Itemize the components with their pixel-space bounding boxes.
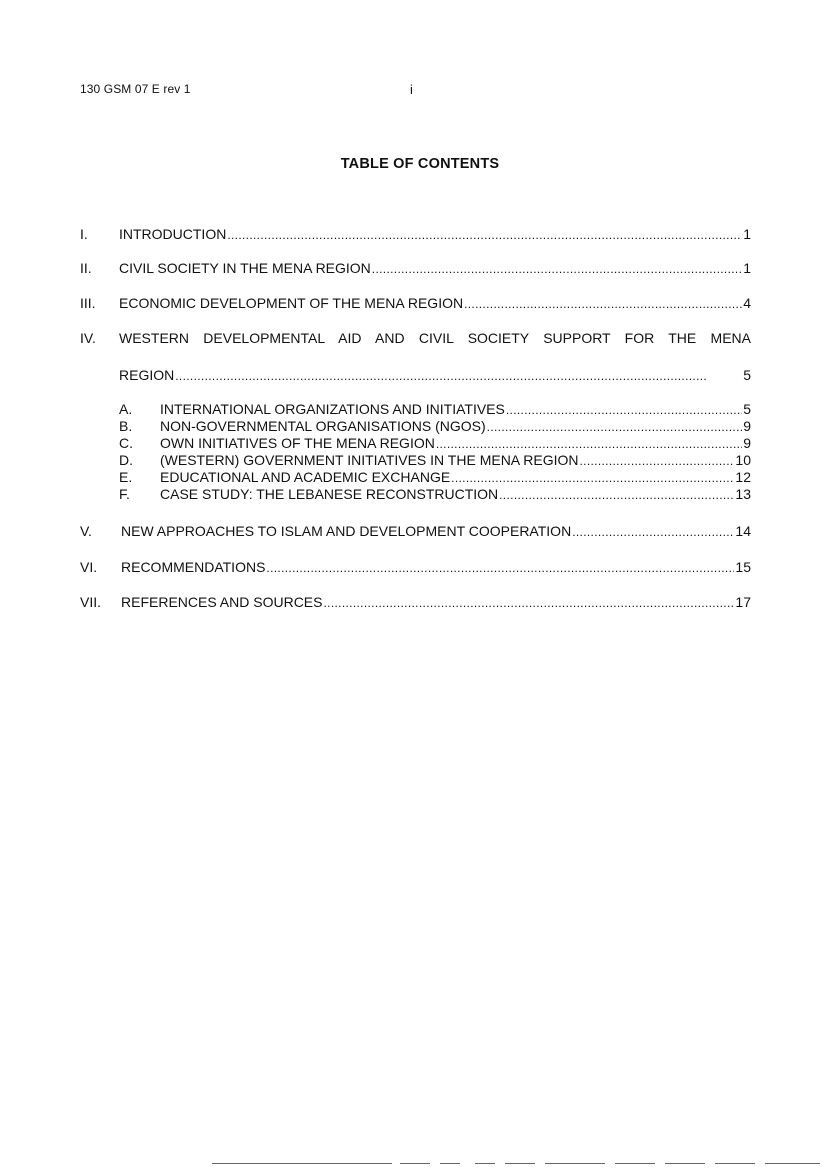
dot-leader: [499, 486, 734, 504]
toc-subentry-label: EDUCATIONAL AND ACADEMIC EXCHANGE: [160, 469, 451, 485]
toc-entry-page: 17: [735, 594, 751, 610]
toc-entry-number: IV.: [80, 330, 96, 346]
bottom-rule-dash: [765, 1163, 820, 1164]
toc-subentry-page: 5: [743, 401, 751, 417]
dot-leader: [175, 365, 742, 386]
dot-leader: [506, 401, 742, 419]
dot-leader: [227, 224, 742, 245]
dot-leader: [436, 435, 742, 453]
toc-entry-label: CIVIL SOCIETY IN THE MENA REGION: [119, 260, 371, 276]
toc-entry-western-aid-continued[interactable]: [80, 365, 751, 385]
toc-subentry-educational-exchange[interactable]: [119, 469, 751, 486]
bottom-rule-dash: [440, 1163, 460, 1164]
toc-entry-number: VII.: [80, 594, 102, 610]
bottom-rule-dash: [505, 1163, 535, 1164]
toc-entry-number: V.: [80, 523, 92, 539]
toc-entry-recommendations[interactable]: [80, 557, 751, 577]
document-reference: 130 GSM 07 E rev 1: [80, 82, 191, 96]
bottom-rule-dash: [615, 1163, 655, 1164]
toc-subentry-label: OWN INITIATIVES OF THE MENA REGION: [160, 435, 435, 451]
toc-entry-page: 15: [735, 559, 751, 575]
toc-entry-references[interactable]: [80, 592, 751, 612]
toc-entry-label-line1: WESTERN DEVELOPMENTAL AID AND CIVIL SOCIETY SUPPORT FOR THE MENA: [119, 330, 751, 346]
toc-subentry-own-initiatives[interactable]: [119, 435, 751, 452]
toc-entry-label: RECOMMENDATIONS: [121, 559, 266, 575]
toc-entry-page: 5: [743, 367, 751, 383]
toc-entry-page: 1: [743, 226, 751, 242]
toc-entry-new-approaches[interactable]: [80, 521, 751, 541]
dot-leader: [572, 521, 734, 542]
toc-subentry-government-initiatives[interactable]: [119, 452, 751, 469]
toc-subentry-page: 10: [735, 452, 751, 468]
toc-entry-label: ECONOMIC DEVELOPMENT OF THE MENA REGION: [119, 295, 464, 311]
dot-leader: [323, 592, 734, 613]
toc-entry-label: REFERENCES AND SOURCES: [121, 594, 323, 610]
toc-entry-number: VI.: [80, 559, 98, 575]
toc-subentry-label: NON-GOVERNMENTAL ORGANISATIONS (NGOS): [160, 418, 486, 434]
toc-entry-label-line2: REGION: [119, 367, 175, 383]
toc-entry-page: 14: [735, 523, 751, 539]
dot-leader: [451, 469, 734, 487]
toc-entry-economic-development[interactable]: [80, 293, 751, 313]
toc-subentry-letter: A.: [119, 401, 133, 417]
toc-subentry-case-study[interactable]: [119, 486, 751, 503]
dot-leader: [579, 452, 734, 470]
toc-subentry-page: 12: [735, 469, 751, 485]
bottom-rule-dash: [475, 1163, 495, 1164]
page-number: i: [410, 82, 413, 97]
toc-subentry-international-organizations[interactable]: [119, 401, 751, 418]
bottom-rule-dash: [545, 1163, 605, 1164]
toc-subentry-letter: B.: [119, 418, 133, 434]
toc-entry-page: 1: [743, 260, 751, 276]
toc-subentry-page: 9: [743, 435, 751, 451]
toc-subentry-letter: E.: [119, 469, 133, 485]
bottom-rule-dash: [665, 1163, 705, 1164]
bottom-rule-dash: [715, 1163, 755, 1164]
toc-subentry-letter: D.: [119, 452, 133, 468]
bottom-rule-dash: [400, 1163, 430, 1164]
toc-subentry-letter: C.: [119, 435, 133, 451]
dot-leader: [487, 418, 743, 436]
toc-subentry-label: INTERNATIONAL ORGANIZATIONS AND INITIATIVES: [160, 401, 505, 417]
toc-subentry-page: 13: [735, 486, 751, 502]
toc-entry-introduction[interactable]: [80, 224, 751, 244]
toc-subentry-label: CASE STUDY: THE LEBANESE RECONSTRUCTION: [160, 486, 499, 502]
dot-leader: [266, 557, 734, 578]
toc-entry-number: II.: [80, 260, 92, 276]
toc-entry-page: 4: [743, 295, 751, 311]
toc-subentry-ngos[interactable]: [119, 418, 751, 435]
toc-subentry-letter: F.: [119, 486, 130, 502]
toc-subentry-label: (WESTERN) GOVERNMENT INITIATIVES IN THE MENA REGION: [160, 452, 579, 468]
toc-entry-label: NEW APPROACHES TO ISLAM AND DEVELOPMENT COOPERATION: [121, 523, 572, 539]
bottom-rule: [212, 1163, 392, 1164]
toc-entry-number: III.: [80, 295, 96, 311]
dot-leader: [372, 258, 742, 279]
toc-entry-number: I.: [80, 226, 88, 242]
toc-subentry-page: 9: [743, 418, 751, 434]
toc-entry-western-aid[interactable]: [80, 328, 751, 348]
dot-leader: [464, 293, 742, 314]
toc-entry-label: INTRODUCTION: [119, 226, 227, 242]
toc-entry-civil-society[interactable]: [80, 258, 751, 278]
toc-title: TABLE OF CONTENTS: [340, 156, 500, 172]
